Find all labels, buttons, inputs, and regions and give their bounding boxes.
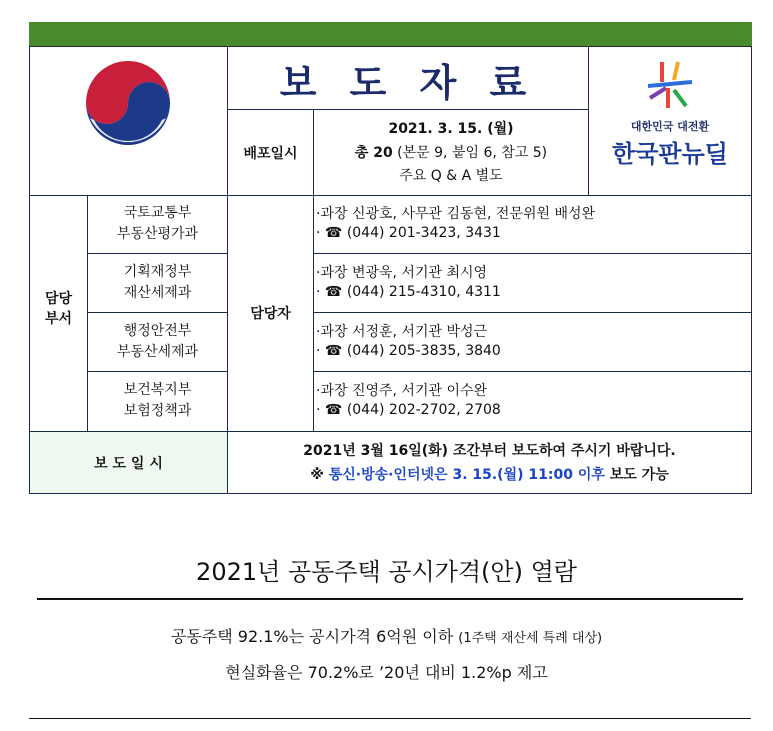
dept-name: 국토교통부 부동산평가과: [116, 205, 199, 242]
korean-new-deal-logo: [640, 58, 700, 110]
embargo-line1: 2021년 3월 16일(화) 조간부터 보도하여 주시기 바랍니다.: [303, 443, 676, 459]
dept-name: 행정안전부 부동산세제과: [116, 323, 199, 360]
press-release-title: 보 도 자 료: [279, 61, 537, 105]
contact-people: ·과장 진영주, 서기관 이수완: [316, 383, 488, 399]
dept-label: 담당 부서: [44, 291, 73, 327]
contact-people: ·과장 신광호, 사무관 김동현, 전문위원 배성완: [316, 206, 596, 222]
embargo-highlight: 통신·방송·인터넷은 3. 15.(월) 11:00 이후: [328, 467, 605, 483]
person-label: 담당자: [250, 306, 291, 322]
phone-icon: ☎: [324, 284, 343, 300]
subheading-1-main: 공동주택 92.1%는 공시가격 6억원 이하: [170, 627, 459, 646]
distribution-date: 2021. 3. 15. (월): [388, 121, 514, 137]
contact-phone: (044) 202-2702, 2708: [346, 402, 501, 418]
brand-large-text: 한국판뉴딜: [612, 140, 728, 168]
distribution-label: 배포일시: [243, 146, 298, 162]
embargo-line2: [228, 464, 751, 484]
contact-people: ·과장 변광욱, 서기관 최시영: [316, 265, 488, 281]
headline-rule: [37, 598, 743, 600]
embargo-label: 보 도 일 시: [94, 456, 163, 472]
phone-icon: ☎: [324, 402, 343, 418]
phone-icon: ☎: [324, 343, 343, 359]
dept-name: 보건복지부 보험정책과: [123, 382, 192, 419]
note-mark: ※: [310, 467, 329, 483]
bottom-rule: [29, 718, 751, 719]
contact-phone: (044) 205-3835, 3840: [346, 343, 501, 359]
taegeuk-emblem-icon: [78, 58, 178, 148]
page-detail: (본문 9, 붙임 6, 참고 5): [392, 145, 548, 161]
phone-icon: ☎: [324, 225, 343, 241]
contact-phone-line: · ☎ (044) 205-3835, 3840: [316, 343, 501, 359]
embargo-suffix: 보도 가능: [604, 467, 669, 483]
dept-name: 기획재정부 재산세제과: [123, 264, 192, 301]
article-headline: 2021년 공동주택 공시가격(안) 열람: [196, 558, 577, 586]
contact-people: ·과장 서정훈, 서기관 박성근: [316, 324, 488, 340]
brand-small-text: 대한민국 대전환: [630, 120, 710, 133]
subheading-1: [0, 624, 773, 647]
top-green-bar: [29, 22, 752, 46]
subheading-1-note: (1주택 재산세 특례 대상): [458, 631, 603, 646]
contact-phone-line: · ☎ (044) 201-3423, 3431: [316, 225, 501, 241]
qa-note: 주요 Q & A 별도: [399, 168, 503, 184]
contact-phone-line: · ☎ (044) 215-4310, 4311: [316, 284, 501, 300]
page-total: 총 20: [354, 145, 393, 161]
contact-phone: (044) 215-4310, 4311: [346, 284, 501, 300]
contact-phone: (044) 201-3423, 3431: [346, 225, 501, 241]
contact-phone-line: · ☎ (044) 202-2702, 2708: [316, 402, 501, 418]
subheading-2: 현실화율은 70.2%로 ’20년 대비 1.2%p 제고: [225, 663, 548, 682]
page-count: [314, 142, 588, 162]
